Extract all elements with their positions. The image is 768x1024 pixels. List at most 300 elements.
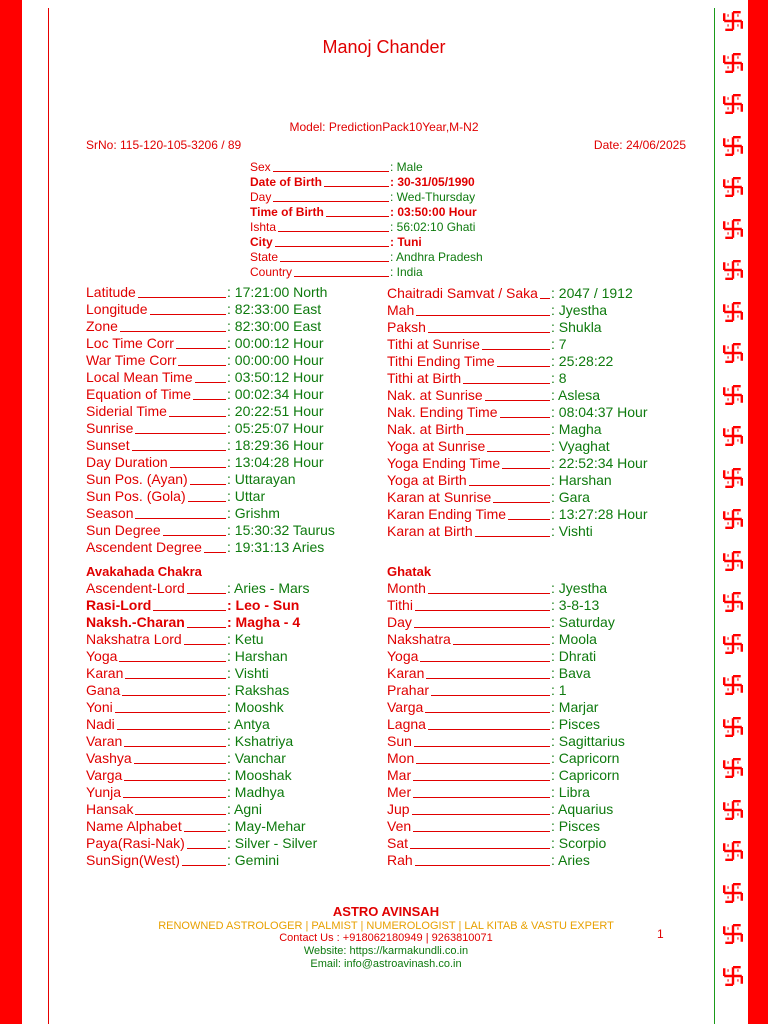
detail-label xyxy=(387,404,551,421)
detail-label-text: Naksh.-Charan xyxy=(86,614,185,630)
detail-row xyxy=(86,852,317,869)
detail-row xyxy=(86,420,335,437)
detail-row xyxy=(387,852,625,869)
detail-value: : Magha - 4 xyxy=(227,614,301,630)
detail-value: : 03:50:00 Hour xyxy=(390,205,477,219)
detail-label xyxy=(86,733,227,750)
detail-value: : Sagittarius xyxy=(551,733,625,749)
detail-label-text: Ascendent-Lord xyxy=(86,580,185,596)
detail-label xyxy=(387,716,551,733)
detail-row xyxy=(387,455,648,472)
detail-label-text: Jup xyxy=(387,801,410,817)
detail-value: : Saturday xyxy=(551,614,615,630)
detail-label-text: Yoni xyxy=(86,699,113,715)
left-red-border xyxy=(0,0,22,1024)
detail-row xyxy=(86,488,335,505)
detail-value: : Andhra Pradesh xyxy=(390,250,483,264)
detail-value: : 03:50:12 Hour xyxy=(227,369,324,385)
detail-value: : Dhrati xyxy=(551,648,597,664)
detail-label xyxy=(86,352,227,369)
detail-value: : Capricorn xyxy=(551,767,620,783)
detail-label xyxy=(387,699,551,716)
detail-value: : 22:52:34 Hour xyxy=(551,455,648,471)
label-underline xyxy=(324,175,389,187)
detail-value: : Moola xyxy=(551,631,597,647)
detail-value: : Pisces xyxy=(551,716,601,732)
detail-label xyxy=(86,437,227,454)
detail-value: : Aries xyxy=(551,852,590,868)
detail-value: : Gara xyxy=(551,489,590,505)
detail-label-text: Day xyxy=(250,190,272,204)
detail-value: : Grishm xyxy=(227,505,280,521)
detail-label xyxy=(387,421,551,438)
detail-row xyxy=(86,318,335,335)
detail-row xyxy=(86,631,317,648)
detail-label xyxy=(387,438,551,455)
label-underline xyxy=(117,716,226,730)
label-underline xyxy=(413,784,550,798)
swastika-border-strip xyxy=(722,0,746,1024)
detail-value: : 19:31:13 Aries xyxy=(227,539,325,555)
detail-label xyxy=(387,733,551,750)
swastika-icon xyxy=(722,10,744,32)
swastika-icon xyxy=(722,882,744,904)
label-underline xyxy=(410,835,550,849)
detail-row xyxy=(86,505,335,522)
detail-label xyxy=(387,852,551,869)
detail-label xyxy=(250,190,390,205)
detail-value: : 17:21:00 North xyxy=(227,284,328,300)
detail-label xyxy=(387,784,551,801)
detail-label xyxy=(387,631,551,648)
detail-value: : Vanchar xyxy=(227,750,286,766)
detail-value: : 05:25:07 Hour xyxy=(227,420,324,436)
detail-label xyxy=(86,682,227,699)
detail-value: : Bava xyxy=(551,665,591,681)
footer-contact: Contact Us : +918062180949 | 9263810071 xyxy=(279,932,493,944)
detail-label-text: Tithi at Sunrise xyxy=(387,336,480,352)
detail-label xyxy=(86,631,227,648)
label-underline xyxy=(134,750,226,764)
page-title: Manoj Chander xyxy=(322,37,446,57)
detail-row xyxy=(387,597,625,614)
label-underline xyxy=(278,220,389,232)
detail-label-text: Month xyxy=(387,580,426,596)
label-underline xyxy=(415,597,550,611)
label-underline xyxy=(428,716,550,730)
label-underline xyxy=(187,835,226,849)
swastika-icon xyxy=(722,259,744,281)
swastika-icon xyxy=(722,716,744,738)
detail-row xyxy=(86,369,335,386)
label-underline xyxy=(273,190,389,202)
detail-label-text: Name Alphabet xyxy=(86,818,182,834)
detail-label xyxy=(86,665,227,682)
ghatak-section xyxy=(387,563,625,869)
detail-value: : Wed-Thursday xyxy=(390,190,476,204)
detail-label xyxy=(250,265,390,280)
detail-row xyxy=(387,319,648,336)
detail-row xyxy=(86,403,335,420)
detail-label xyxy=(387,835,551,852)
detail-label xyxy=(86,539,227,556)
label-underline xyxy=(150,301,226,315)
detail-label-text: Tithi at Birth xyxy=(387,370,462,386)
detail-value: : 82:33:00 East xyxy=(227,301,322,317)
detail-label-text: Nak. at Birth xyxy=(387,421,465,437)
detail-value: : Antya xyxy=(227,716,270,732)
detail-row xyxy=(387,404,648,421)
detail-value: : Capricorn xyxy=(551,750,620,766)
detail-value: : Male xyxy=(390,160,423,174)
detail-label xyxy=(387,336,551,353)
detail-row xyxy=(86,648,317,665)
swastika-icon xyxy=(722,591,744,613)
label-underline xyxy=(508,506,550,520)
detail-label xyxy=(86,335,227,352)
label-underline xyxy=(416,750,550,764)
detail-row xyxy=(387,438,648,455)
detail-value: : Jyestha xyxy=(551,302,608,318)
detail-row xyxy=(250,265,483,280)
detail-row xyxy=(387,733,625,750)
detail-row xyxy=(387,784,625,801)
detail-label-text: Varan xyxy=(86,733,123,749)
detail-value: : Vishti xyxy=(551,523,593,539)
detail-label-text: Nakshatra Lord xyxy=(86,631,182,647)
detail-label-text: Ven xyxy=(387,818,412,834)
detail-label xyxy=(387,302,551,319)
detail-row xyxy=(86,835,317,852)
detail-label-text: Hansak xyxy=(86,801,134,817)
detail-label xyxy=(86,301,227,318)
detail-value: : 18:29:36 Hour xyxy=(227,437,324,453)
detail-label-text: Equation of Time xyxy=(86,386,192,402)
label-underline xyxy=(475,523,550,537)
detail-label xyxy=(86,648,227,665)
detail-label xyxy=(86,716,227,733)
detail-label xyxy=(86,580,227,597)
footer-website: Website: https://karmakundli.co.in xyxy=(303,945,469,957)
detail-label xyxy=(387,801,551,818)
detail-value: : 3-8-13 xyxy=(551,597,600,613)
swastika-icon xyxy=(722,425,744,447)
label-underline xyxy=(416,302,550,316)
detail-row xyxy=(86,665,317,682)
detail-row xyxy=(387,801,625,818)
detail-row xyxy=(86,750,317,767)
label-underline xyxy=(275,235,389,247)
detail-row xyxy=(86,352,335,369)
label-underline xyxy=(294,265,389,277)
detail-label xyxy=(387,319,551,336)
detail-label-text: Season xyxy=(86,505,134,521)
label-underline xyxy=(502,455,550,469)
detail-label-text: Zone xyxy=(86,318,118,334)
label-underline xyxy=(280,250,389,262)
page-number: 1 xyxy=(657,927,664,941)
detail-value: : Agni xyxy=(227,801,263,817)
detail-label xyxy=(387,614,551,631)
label-underline xyxy=(431,682,550,696)
label-underline xyxy=(453,631,550,645)
swastika-icon xyxy=(722,218,744,240)
detail-label xyxy=(387,648,551,665)
swastika-icon xyxy=(722,799,744,821)
label-underline xyxy=(153,597,226,611)
detail-label xyxy=(250,160,390,175)
detail-value: : 56:02:10 Ghati xyxy=(390,220,476,234)
detail-row xyxy=(387,489,648,506)
detail-value: : India xyxy=(390,265,423,279)
detail-row xyxy=(86,284,335,301)
detail-label xyxy=(387,665,551,682)
detail-value: : Uttarayan xyxy=(227,471,296,487)
label-underline xyxy=(135,505,226,519)
detail-label xyxy=(86,420,227,437)
detail-label xyxy=(86,699,227,716)
detail-label xyxy=(387,489,551,506)
detail-label-text: Latitude xyxy=(86,284,136,300)
swastika-icon xyxy=(722,840,744,862)
detail-label-text: Tithi Ending Time xyxy=(387,353,495,369)
detail-value: : Scorpio xyxy=(551,835,607,851)
detail-row xyxy=(86,784,317,801)
detail-value: : Vishti xyxy=(227,665,269,681)
detail-value: : May-Mehar xyxy=(227,818,306,834)
detail-label-text: Gana xyxy=(86,682,121,698)
detail-label-text: Nakshatra xyxy=(387,631,451,647)
detail-label xyxy=(250,205,390,220)
detail-value: : 13:27:28 Hour xyxy=(551,506,648,522)
detail-label xyxy=(387,818,551,835)
detail-label-text: Day xyxy=(387,614,412,630)
detail-row xyxy=(387,387,648,404)
detail-label xyxy=(387,750,551,767)
right-margin-rule xyxy=(714,8,715,1024)
detail-row xyxy=(387,750,625,767)
detail-label xyxy=(86,522,227,539)
detail-value: : 8 xyxy=(551,370,567,386)
label-underline xyxy=(182,852,226,866)
detail-label-text: Mah xyxy=(387,302,415,318)
detail-row xyxy=(387,523,648,540)
detail-value: : Harshan xyxy=(227,648,288,664)
label-underline xyxy=(176,335,226,349)
detail-value: : 08:04:37 Hour xyxy=(551,404,648,420)
detail-row xyxy=(86,818,317,835)
detail-label-text: Vashya xyxy=(86,750,132,766)
detail-label xyxy=(387,682,551,699)
label-underline xyxy=(124,767,226,781)
detail-label xyxy=(86,750,227,767)
detail-value: : Gemini xyxy=(227,852,280,868)
detail-row xyxy=(86,801,317,818)
detail-row xyxy=(250,190,483,205)
label-underline xyxy=(466,421,550,435)
detail-label xyxy=(387,285,551,302)
left-margin-rule xyxy=(48,8,49,1024)
detail-label-text: Paksh xyxy=(387,319,426,335)
detail-label-text: Loc Time Corr xyxy=(86,335,174,351)
label-underline xyxy=(135,801,226,815)
detail-label-text: Sun Degree xyxy=(86,522,161,538)
detail-label-text: Rasi-Lord xyxy=(86,597,152,613)
label-underline xyxy=(425,699,550,713)
detail-value: : Pisces xyxy=(551,818,601,834)
detail-row xyxy=(86,437,335,454)
label-underline xyxy=(115,699,226,713)
detail-label-text: Country xyxy=(250,265,293,279)
detail-value: : Marjar xyxy=(551,699,599,715)
detail-value: : Ketu xyxy=(227,631,264,647)
detail-label xyxy=(250,250,390,265)
detail-row xyxy=(387,506,648,523)
label-underline xyxy=(187,614,226,628)
detail-value: : 20:22:51 Hour xyxy=(227,403,324,419)
detail-label-text: Nak. at Sunrise xyxy=(387,387,483,403)
section-title-ghatak: Ghatak xyxy=(387,564,432,579)
detail-row xyxy=(86,682,317,699)
swastika-icon xyxy=(722,176,744,198)
detail-label-text: Time of Birth xyxy=(250,205,324,219)
detail-label-text: City xyxy=(250,235,273,249)
label-underline xyxy=(500,404,551,418)
detail-label xyxy=(86,284,227,301)
detail-label xyxy=(86,386,227,403)
detail-label-text: Karan xyxy=(86,665,124,681)
detail-label-text: Sex xyxy=(250,160,271,174)
detail-label-text: Date of Birth xyxy=(250,175,322,189)
detail-row xyxy=(86,597,317,614)
right-red-border xyxy=(748,0,768,1024)
detail-value: : Kshatriya xyxy=(227,733,294,749)
detail-row xyxy=(86,539,335,556)
detail-row xyxy=(387,370,648,387)
label-underline xyxy=(426,665,550,679)
detail-label xyxy=(86,597,227,614)
detail-label xyxy=(387,580,551,597)
detail-label-text: Yoga Ending Time xyxy=(387,455,501,471)
detail-value: : Rakshas xyxy=(227,682,290,698)
label-underline xyxy=(169,403,226,417)
detail-label xyxy=(86,505,227,522)
detail-label-text: Siderial Time xyxy=(86,403,167,419)
detail-label-text: Chaitradi Samvat / Saka xyxy=(387,285,538,301)
detail-value: : 25:28:22 xyxy=(551,353,614,369)
swastika-icon xyxy=(722,342,744,364)
swastika-icon xyxy=(722,135,744,157)
detail-row xyxy=(387,353,648,370)
detail-label xyxy=(387,370,551,387)
label-underline xyxy=(170,454,226,468)
detail-label xyxy=(86,784,227,801)
swastika-icon xyxy=(722,301,744,323)
swastika-icon xyxy=(722,550,744,572)
footer-tagline: RENOWNED ASTROLOGER | PALMIST | NUMEROLOGIST | LAL KITAB & VASTU EXPERT xyxy=(158,920,614,932)
detail-label xyxy=(387,387,551,404)
label-underline xyxy=(413,767,550,781)
label-underline xyxy=(135,420,226,434)
detail-label-text: Sun Pos. (Ayan) xyxy=(86,471,188,487)
detail-label xyxy=(86,818,227,835)
detail-value: : 00:00:12 Hour xyxy=(227,335,324,351)
detail-value: : Jyestha xyxy=(551,580,608,596)
detail-label xyxy=(86,835,227,852)
detail-label-text: Ishta xyxy=(250,220,277,234)
swastika-icon xyxy=(722,467,744,489)
avakahada-chakra-section xyxy=(86,563,317,869)
detail-label-text: Karan Ending Time xyxy=(387,506,507,522)
detail-label-text: Day Duration xyxy=(86,454,168,470)
detail-label xyxy=(387,455,551,472)
detail-value: : Aslesa xyxy=(551,387,601,403)
detail-label-text: Local Mean Time xyxy=(86,369,193,385)
detail-row xyxy=(387,682,625,699)
detail-label-text: Yoga xyxy=(86,648,118,664)
label-underline xyxy=(125,665,226,679)
label-underline xyxy=(326,205,389,217)
detail-label-text: Yunja xyxy=(86,784,122,800)
detail-label-text: Rah xyxy=(387,852,413,868)
detail-value: : Aries - Mars xyxy=(227,580,310,596)
label-underline xyxy=(485,387,550,401)
detail-label-text: Karan at Sunrise xyxy=(387,489,492,505)
footer-brand: ASTRO AVINSAH xyxy=(332,904,440,919)
detail-label-text: Paya(Rasi-Nak) xyxy=(86,835,185,851)
label-underline xyxy=(469,472,550,486)
label-underline xyxy=(193,386,226,400)
detail-label-text: Yoga at Sunrise xyxy=(387,438,486,454)
detail-label xyxy=(250,175,390,190)
footer-email: Email: info@astroavinash.co.in xyxy=(310,958,462,970)
label-underline xyxy=(119,648,226,662)
detail-label xyxy=(86,369,227,386)
detail-value: : 00:02:34 Hour xyxy=(227,386,324,402)
label-underline xyxy=(414,614,550,628)
detail-label-text: Sunrise xyxy=(86,420,134,436)
detail-row xyxy=(387,699,625,716)
detail-row xyxy=(387,472,648,489)
detail-label xyxy=(387,472,551,489)
detail-label-text: Mar xyxy=(387,767,412,783)
label-underline xyxy=(482,336,550,350)
label-underline xyxy=(540,285,550,299)
label-underline xyxy=(428,580,550,594)
detail-label-text: Ascendent Degree xyxy=(86,539,202,555)
detail-label-text: Mon xyxy=(387,750,415,766)
detail-label xyxy=(86,801,227,818)
detail-value: : Mooshk xyxy=(227,699,284,715)
detail-row xyxy=(86,767,317,784)
detail-label-text: Sun Pos. (Gola) xyxy=(86,488,186,504)
detail-value: : Leo - Sun xyxy=(227,597,300,613)
label-underline xyxy=(195,369,226,383)
detail-value: : Mooshak xyxy=(227,767,292,783)
detail-value: : Uttar xyxy=(227,488,266,504)
swastika-icon xyxy=(722,93,744,115)
label-underline xyxy=(138,284,226,298)
detail-label xyxy=(86,767,227,784)
detail-label xyxy=(86,488,227,505)
detail-row xyxy=(387,767,625,784)
label-underline xyxy=(163,522,226,536)
detail-row xyxy=(86,580,317,597)
label-underline xyxy=(497,353,550,367)
label-underline xyxy=(188,488,226,502)
detail-label-text: Karan xyxy=(387,665,425,681)
swastika-icon xyxy=(722,508,744,530)
